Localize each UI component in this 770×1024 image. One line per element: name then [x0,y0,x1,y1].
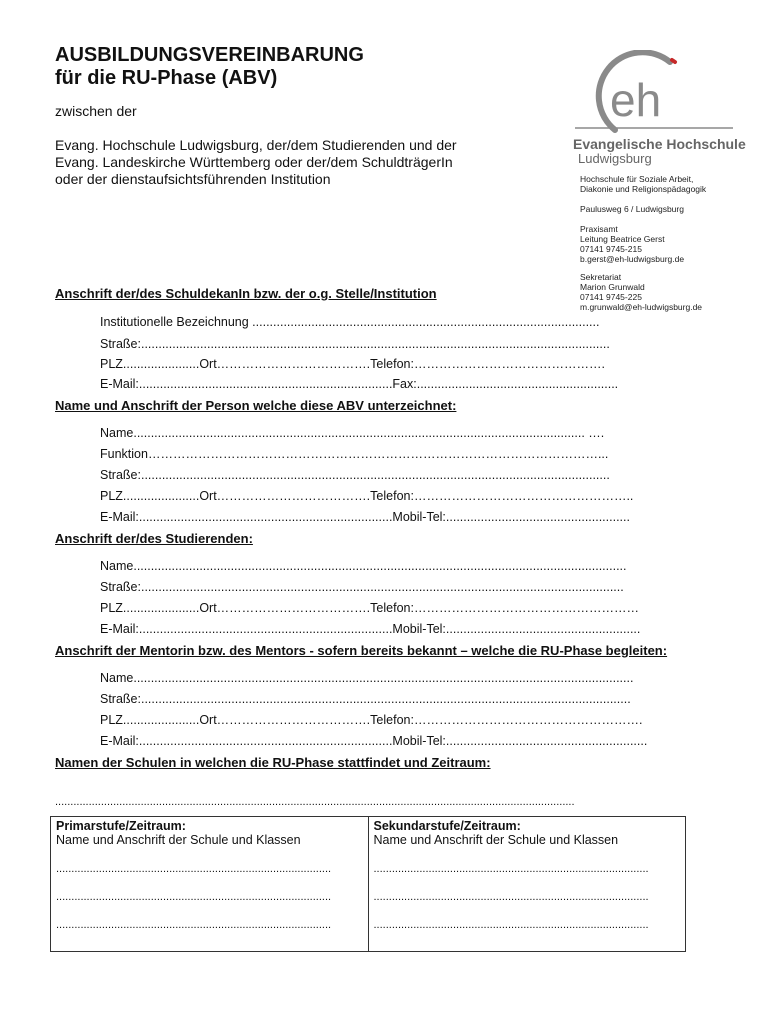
section-heading-dekan: Anschrift der/des SchuldekanIn bzw. der o.g. Stelle/Institution [55,286,437,301]
document-subtitle: für die RU-Phase (ABV) [55,67,278,89]
field-name[interactable]: Name................................................................................................................................................ [100,671,634,685]
field-plz-ort-telefon[interactable]: PLZ......................Ort……………………………….Telefon:…………………………………………….. [100,489,634,503]
field-plz-ort-telefon[interactable]: PLZ......................Ort……………………………….Telefon:………………………………………. [100,357,605,371]
field-email-fax[interactable]: E-Mail:.........................................................................Fax:.......................................................... [100,377,619,391]
schools-table [50,816,686,952]
field-strasse[interactable]: Straße:............................................................................................................................................. [100,692,631,706]
field-institution[interactable]: Institutionelle Bezeichnung .................................................................................................... [100,315,600,329]
section-heading-signer: Name und Anschrift der Person welche diese ABV unterzeichnet: [55,398,457,413]
party-line-3: oder der dienstaufsichtsführenden Institution [55,171,331,187]
primary-line-2[interactable]: .......................................................................................... [56,891,332,903]
sidebar-address: Paulusweg 6 / Ludwigsburg [580,204,684,214]
secondary-title: Sekundarstufe/Zeitraum: [373,819,521,833]
logo-name-line2: Ludwigsburg [578,151,652,166]
sidebar-subtitle-2: Diakonie und Religionspädagogik [580,184,707,194]
sekretariat-label: Sekretariat [580,272,622,282]
secondary-subtitle: Name und Anschrift der Schule und Klassen [373,833,619,847]
eh-logo-graphic [575,50,735,135]
section-heading-schools: Namen der Schulen in welchen die RU-Phase stattfindet und Zeitraum: [55,755,491,770]
secondary-cell [368,817,686,952]
primary-title: Primarstufe/Zeitraum: [56,819,186,833]
field-email-mobil[interactable]: E-Mail:.........................................................................Mobil-Tel:.......................................................... [100,734,648,748]
field-plz-ort-telefon[interactable]: PLZ......................Ort……………………………….Telefon:………………………………………………. [100,713,643,727]
primary-line-1[interactable]: .......................................................................................... [56,863,332,875]
field-schools-line[interactable]: .......................................................................................................................................................................... [55,796,575,808]
field-email-mobil[interactable]: E-Mail:.........................................................................Mobil-Tel:........................................................ [100,622,641,636]
primary-cell [51,817,369,952]
sidebar-subtitle-1: Hochschule für Soziale Arbeit, [580,174,694,184]
praxisamt-phone: 07141 9745-215 [580,244,642,254]
logo-name-line1: Evangelische Hochschule [573,136,746,152]
logo-monogram: eh [610,74,662,126]
section-heading-mentor: Anschrift der Mentorin bzw. des Mentors - sofern bereits bekannt – welche die RU-Phase begleiten: [55,643,668,658]
secondary-line-1[interactable]: .......................................................................................... [373,863,649,875]
field-email-mobil[interactable]: E-Mail:.........................................................................Mobil-Tel:..................................................... [100,510,630,524]
party-line-2: Evang. Landeskirche Württemberg oder der/dem SchuldträgerIn [55,154,453,170]
sekretariat-email: m.grunwald@eh-ludwigsburg.de [580,302,703,312]
section-heading-student: Anschrift der/des Studierenden: [55,531,253,546]
field-plz-ort-telefon[interactable]: PLZ......................Ort……………………………….Telefon:……………………………………………… [100,601,639,615]
eh-logo [575,50,735,135]
field-strasse[interactable]: Straße:....................................................................................................................................... [100,468,610,482]
field-name[interactable]: Name.................................................................................................................................. …. [100,426,605,440]
party-line-1: Evang. Hochschule Ludwigsburg, der/dem Studierenden und der [55,137,457,153]
primary-subtitle: Name und Anschrift der Schule und Klassen [56,833,301,847]
field-strasse[interactable]: Straße:........................................................................................................................................... [100,580,624,594]
praxisamt-head: Leitung Beatrice Gerst [580,234,665,244]
praxisamt-email: b.gerst@eh-ludwigsburg.de [580,254,685,264]
field-funktion[interactable]: Funktion………………………………………………………………………………………………... [100,447,609,461]
document-title: AUSBILDUNGSVEREINBARUNG [55,44,364,66]
primary-line-3[interactable]: .......................................................................................... [56,919,332,931]
secondary-line-2[interactable]: .......................................................................................... [373,891,649,903]
between-text: zwischen der [55,103,137,119]
field-strasse[interactable]: Straße:....................................................................................................................................... [100,337,610,351]
sekretariat-name: Marion Grunwald [580,282,645,292]
secondary-line-3[interactable]: .......................................................................................... [373,919,649,931]
sekretariat-phone: 07141 9745-225 [580,292,642,302]
praxisamt-label: Praxisamt [580,224,618,234]
field-name[interactable]: Name.............................................................................................................................................. [100,559,627,573]
